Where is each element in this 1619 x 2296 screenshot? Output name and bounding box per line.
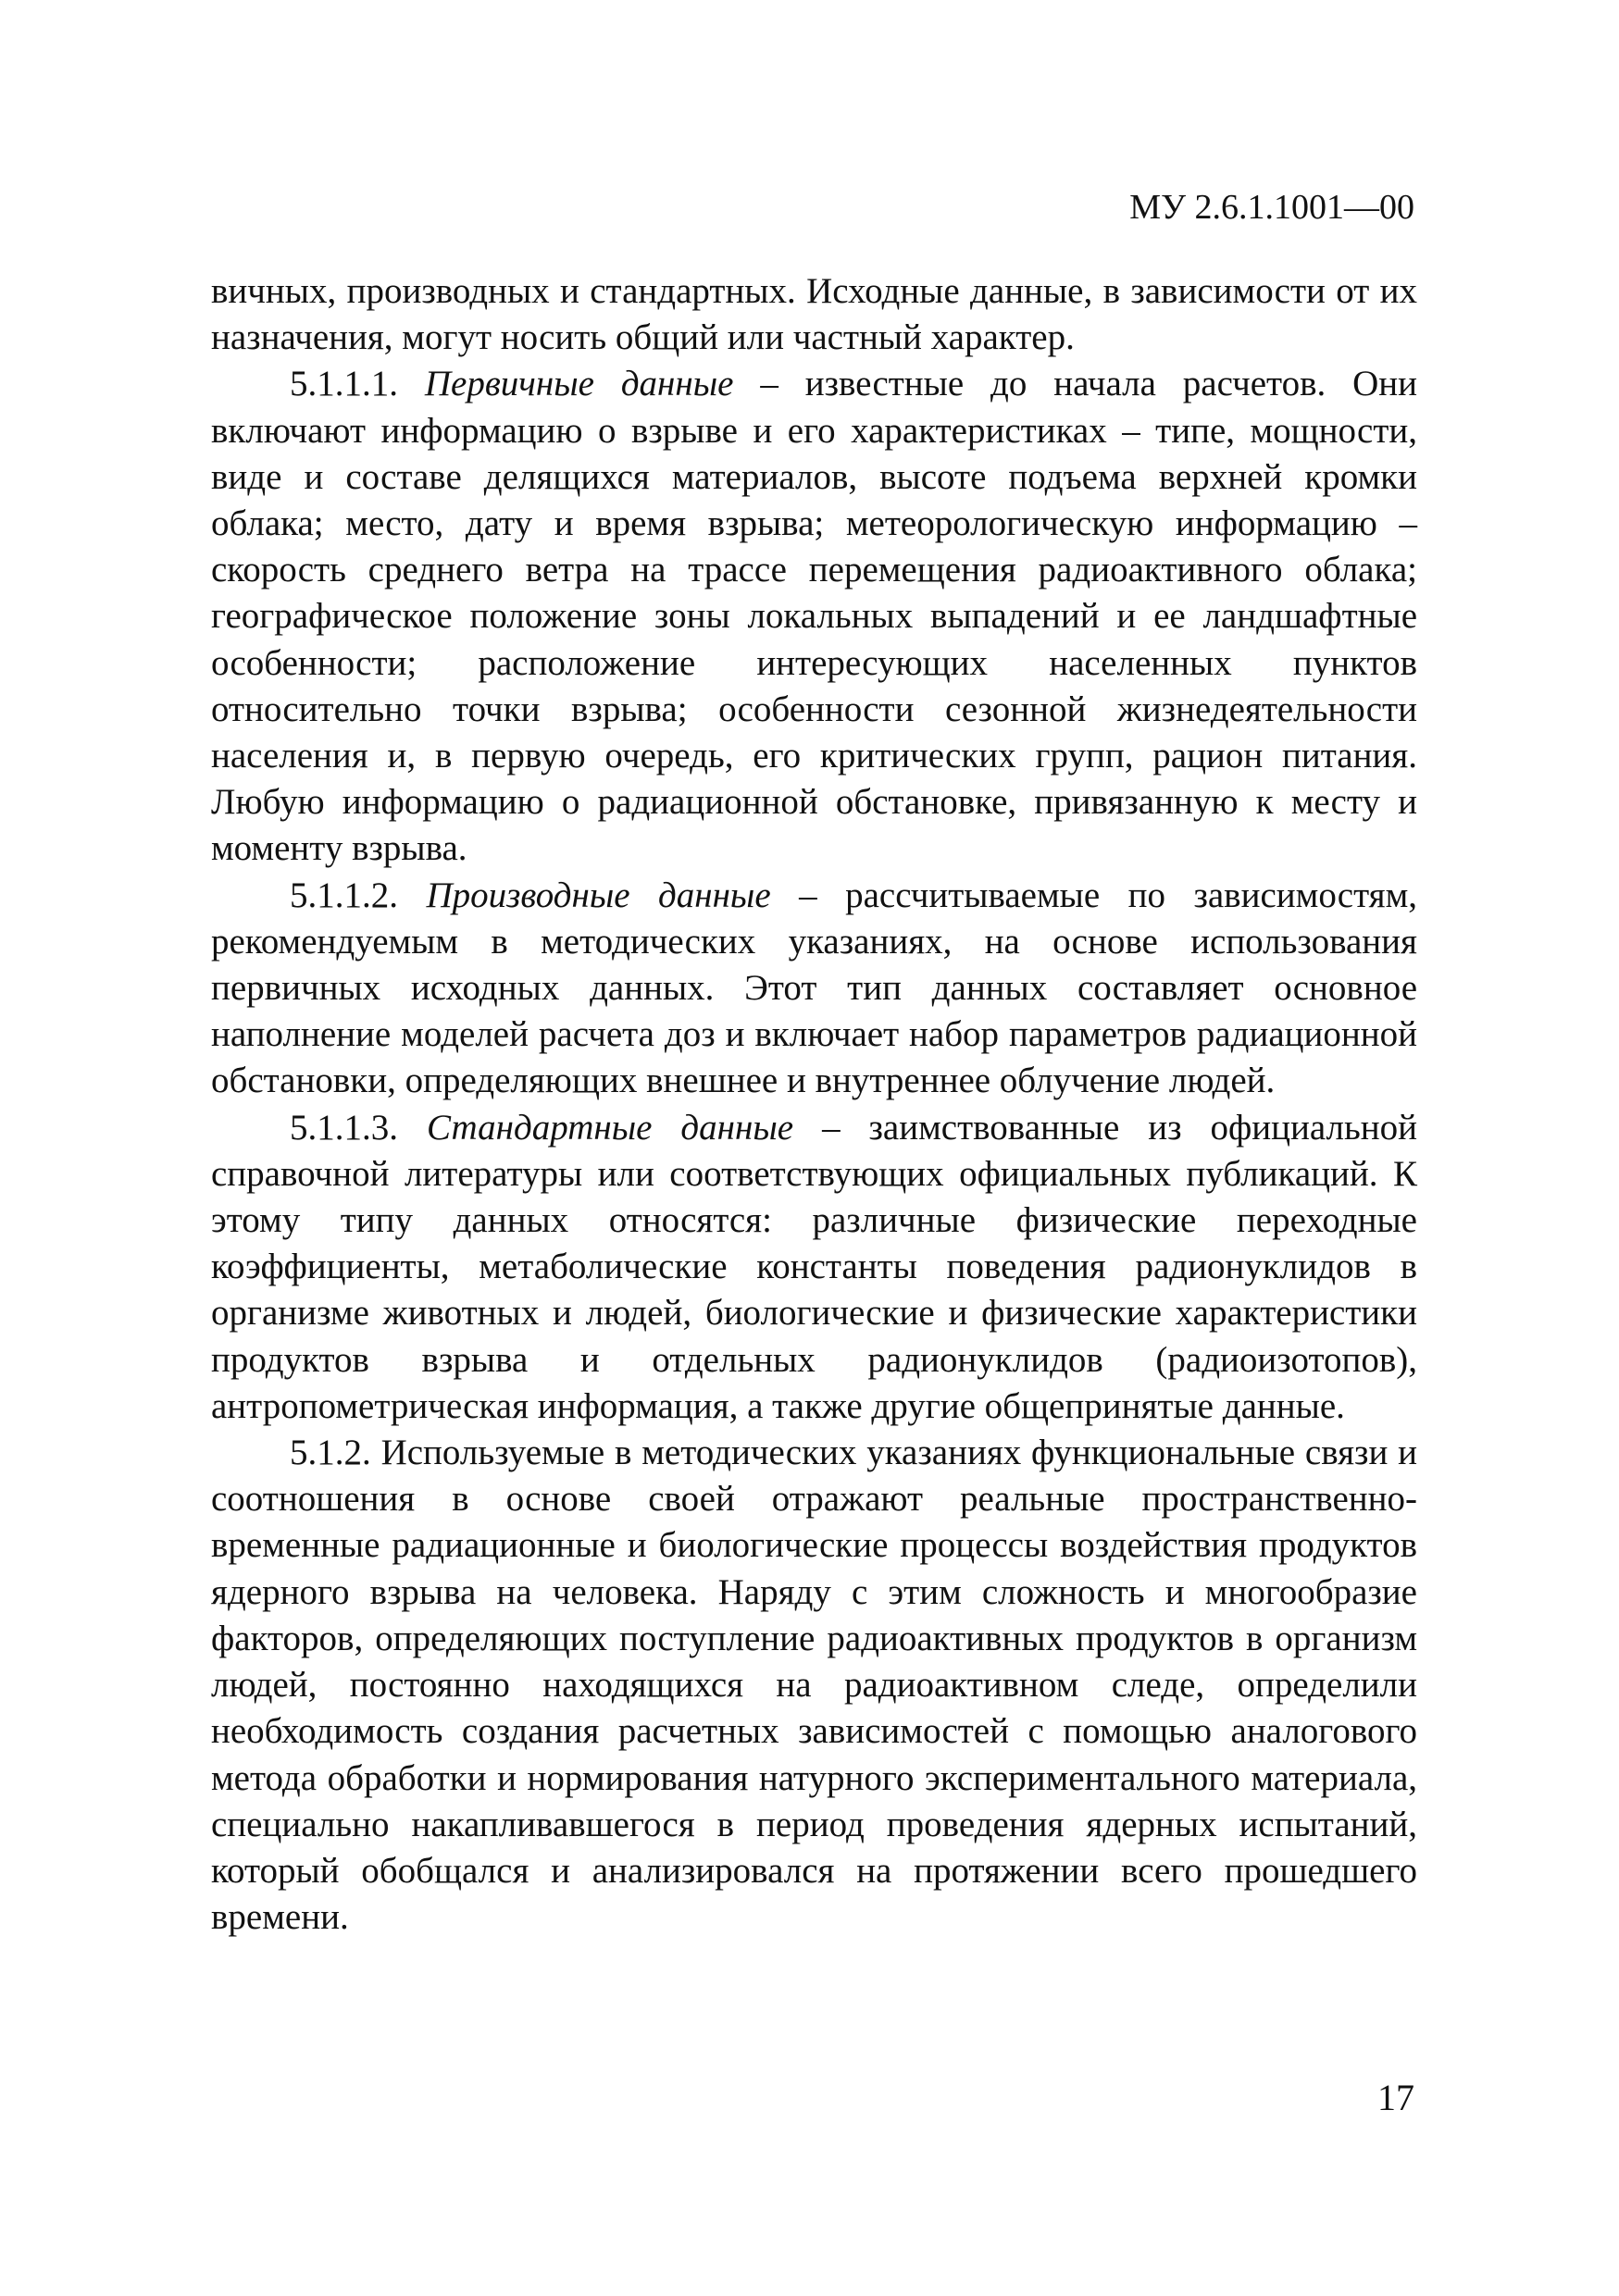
term-primary-data: Первичные данные (424, 364, 734, 404)
clause-number: 5.1.2. (290, 1433, 371, 1473)
body-text (211, 268, 1417, 1941)
paragraph-5-1-1-2 (211, 873, 1417, 1105)
term-standard-data: Стандартные данные (426, 1107, 794, 1148)
paragraph-5-1-2 (211, 1430, 1417, 1941)
clause-number: 5.1.1.1. (290, 364, 398, 404)
document-code: МУ 2.6.1.1001—00 (1129, 188, 1414, 227)
paragraph-text: – известные до начала расчетов. Они включают информацию о взрыве и его характеристиках – типе, мощности, виде и составе делящихся материалов, высоте подъема верхней кромки облака; место, дату и время взрыва; метеорологическую информацию – скорость среднего ветра на трассе перемещения радиоактивного облака; географическое положение зоны локальных выпадений и ее ландшафтные особенности; расположение интересующих населенных пунктов относительно точки взрыва; особенности сезонной жизнедеятельности населения и, в первую очередь, его критических групп, рацион питания. Любую информацию о радиационной обстановке, привязанную к месту и моменту взрыва. (211, 364, 1418, 869)
paragraph-text: – заимствованные из официальной справочной литературы или соответствующих официальных публикаций. К этому типу данных относятся: различные физические переходные коэффициенты, метаболические константы поведения радионуклидов в организме животных и людей, биологические и физические характеристики продуктов взрыва и отдельных радионуклидов (радиоизотопов), антропометрическая информация, а также другие общепринятые данные. (211, 1107, 1417, 1426)
paragraph-text: – рассчитываемые по зависимостям, рекомендуемым в методических указаниях, на основе использования первичных исходных данных. Этот тип данных составляет основное наполнение моделей расчета доз и включает набор параметров радиационной обстановки, определяющих внешнее и внутреннее облучение людей. (211, 875, 1418, 1101)
paragraph-text: вичных, производных и стандартных. Исходные данные, в зависимости от их назначения, могут носить общий или частный характер. (211, 271, 1417, 358)
clause-number: 5.1.1.3. (290, 1107, 398, 1148)
clause-number: 5.1.1.2. (290, 875, 398, 915)
paragraph-continuation (211, 268, 1417, 361)
page-number: 17 (1377, 2077, 1414, 2118)
paragraph-5-1-1-1 (211, 361, 1417, 872)
term-derived-data: Производные данные (426, 875, 771, 915)
paragraph-5-1-1-3 (211, 1105, 1417, 1430)
paragraph-text: Используемые в методических указаниях функциональные связи и соотношения в основе своей отражают реальные пространственно-временные радиационные и биологические процессы воздействия продуктов ядерного взрыва на человека. Наряду с этим сложность и многообразие факторов, определяющих поступление радиоактивных продуктов в организм людей, постоянно находящихся на радиоактивном следе, определили необходимость создания расчетных зависимостей с помощью аналогового метода обработки и нормирования натурного экспериментального материала, специально накапливавшегося в период проведения ядерных испытаний, который обобщался и анализировался на протяжении всего прошедшего времени. (211, 1433, 1417, 1938)
